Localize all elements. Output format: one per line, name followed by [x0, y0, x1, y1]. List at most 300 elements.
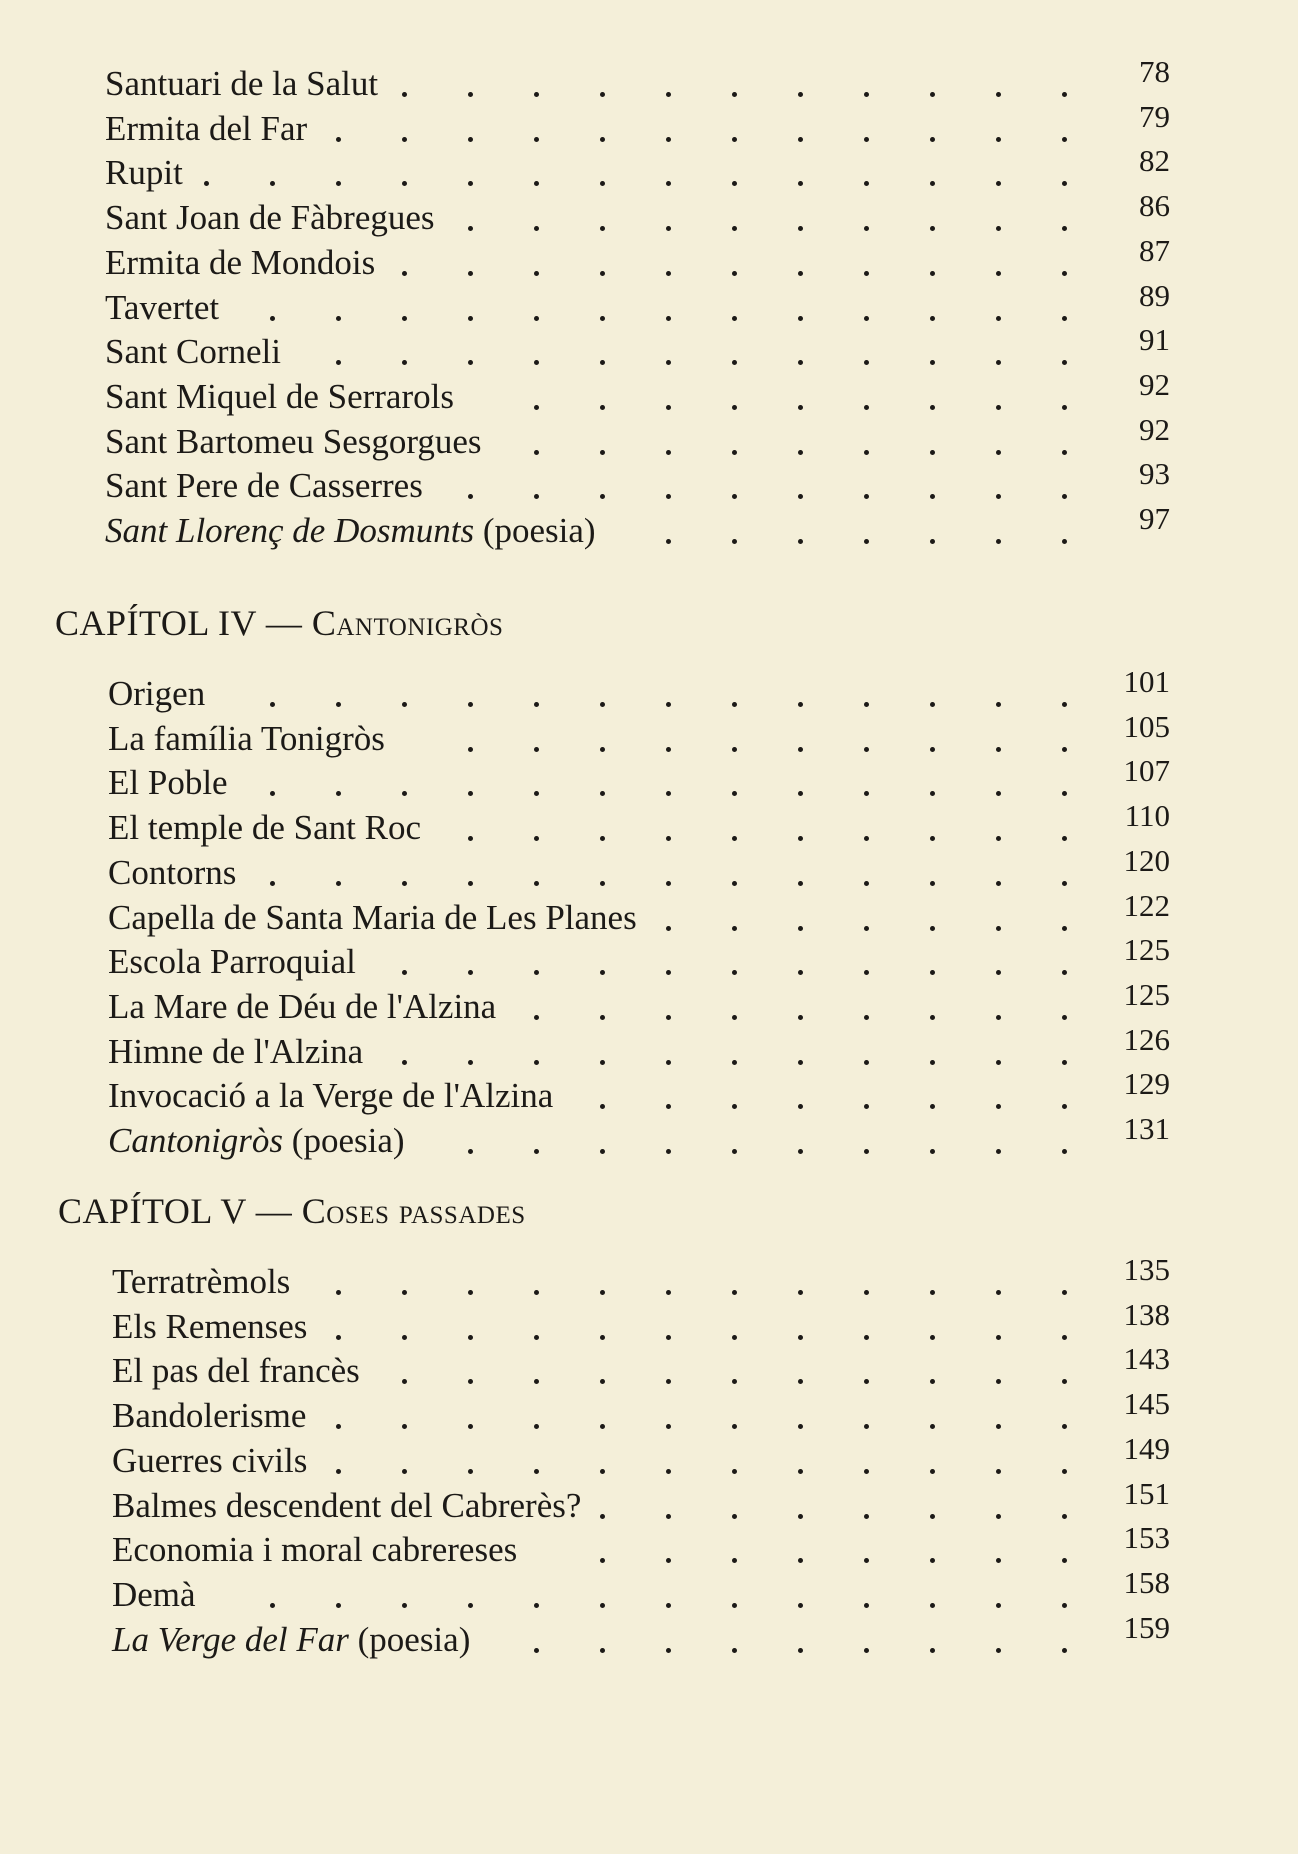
leader-dot [600, 1015, 605, 1020]
entry-title-text: Sant Joan de Fàbregues [105, 198, 435, 238]
leader-dot [402, 271, 407, 276]
entry-page-number: 158 [1123, 1564, 1170, 1600]
leader-dot [996, 494, 1001, 499]
leader-dot [996, 450, 1001, 455]
leader-dot [468, 1149, 473, 1154]
leader-dot [864, 1290, 869, 1295]
leader-dot [666, 1015, 671, 1020]
leader-dot [270, 316, 275, 321]
leader-dot [1062, 702, 1067, 707]
entry-title-suffix: (poesia) [283, 1121, 405, 1160]
entry-page-number: 126 [1123, 1021, 1170, 1057]
leader-dot [930, 271, 935, 276]
leader-dot [732, 1514, 737, 1519]
leader-dot [798, 271, 803, 276]
leader-dot [1062, 181, 1067, 186]
leader-dot [996, 836, 1001, 841]
leader-dot [798, 702, 803, 707]
leader-dot [732, 1015, 737, 1020]
chapter-title: Cantonigròs [311, 603, 504, 643]
entry-title-text: Bandolerisme [112, 1396, 307, 1436]
leader-dot [666, 271, 671, 276]
leader-dot [468, 970, 473, 975]
leader-dot [798, 1469, 803, 1474]
leader-dot [864, 926, 869, 931]
leader-dot [666, 1060, 671, 1065]
leader-dot [798, 1603, 803, 1608]
leader-dot [534, 137, 539, 142]
entry-page-number: 122 [1123, 887, 1170, 923]
entry-page-number: 86 [1139, 188, 1170, 224]
entry-title-text: Tavertet [105, 287, 220, 327]
leader-dot [534, 1648, 539, 1653]
entry-title-text: Terratrèmols [112, 1262, 291, 1301]
leader-dot [798, 1290, 803, 1295]
leader-dot [666, 1104, 671, 1109]
leader-dot [1062, 1149, 1067, 1154]
leader-dot [666, 926, 671, 931]
leader-dot [600, 316, 605, 321]
leader-dot [204, 181, 209, 186]
entry-title-text: Contorns [108, 852, 237, 892]
entry-page-number: 149 [1123, 1430, 1170, 1466]
leader-dot [798, 1648, 803, 1653]
leader-dot [732, 405, 737, 410]
entry-page-number: 138 [1123, 1296, 1170, 1332]
leader-dot [666, 92, 671, 97]
leader-dot [864, 450, 869, 455]
leader-dot [270, 1603, 275, 1608]
leader-dot [534, 791, 539, 796]
leader-dot [600, 137, 605, 142]
leader-dot [666, 881, 671, 886]
leader-dot [600, 405, 605, 410]
leader-dot [930, 1149, 935, 1154]
chapter-title: Coses passades [301, 1191, 526, 1231]
leader-dot [930, 1290, 935, 1295]
leader-dot [600, 1290, 605, 1295]
leader-dot [534, 1603, 539, 1608]
leader-dot [1062, 1424, 1067, 1429]
entry-title-text: Rupit [105, 153, 183, 193]
leader-dot [864, 1558, 869, 1563]
leader-dot [732, 316, 737, 321]
leader-dot [666, 1290, 671, 1295]
leader-dot [732, 1469, 737, 1474]
leader-dot [798, 137, 803, 142]
entry-page-number: 125 [1123, 932, 1170, 968]
leader-dot [996, 1514, 1001, 1519]
leader-dot [798, 1335, 803, 1340]
entry-title-italic: Sant Llorenç de Dosmunts [105, 511, 475, 550]
leader-dot [336, 1469, 341, 1474]
leader-dot [600, 1514, 605, 1519]
entry-title-text: Sant Bartomeu Sesgorgues [105, 421, 482, 461]
entry-title-text: Himne de l'Alzina [108, 1031, 364, 1071]
leader-dot [402, 1290, 407, 1295]
leader-dot [732, 1424, 737, 1429]
leader-dot [864, 494, 869, 499]
leader-dot [468, 1290, 473, 1295]
leader-dot [468, 836, 473, 841]
leader-dot [600, 1060, 605, 1065]
leader-dot [336, 1424, 341, 1429]
chapter-heading [58, 1188, 526, 1234]
leader-dot [600, 92, 605, 97]
entry-title-text: Economia i moral cabrereses [112, 1530, 518, 1570]
leader-dot [930, 970, 935, 975]
leader-dot [402, 1335, 407, 1340]
leader-dot [402, 181, 407, 186]
leader-dot [600, 791, 605, 796]
leader-dot [468, 181, 473, 186]
leader-dot [798, 316, 803, 321]
leader-dot [798, 1149, 803, 1154]
leader-dot [930, 494, 935, 499]
entry-page-number: 87 [1139, 232, 1170, 268]
leader-dot [798, 405, 803, 410]
leader-dot [600, 881, 605, 886]
leader-dot [534, 747, 539, 752]
leader-dot [666, 137, 671, 142]
leader-dot [732, 1060, 737, 1065]
leader-dot [996, 1104, 1001, 1109]
leader-dot [996, 1469, 1001, 1474]
entry-title-suffix: (poesia) [348, 1619, 471, 1659]
leader-dot [534, 1015, 539, 1020]
entry-title-text: Santuari de la Salut [105, 64, 379, 103]
leader-dot [1062, 450, 1067, 455]
chapter-heading [55, 600, 503, 646]
leader-dot [864, 1514, 869, 1519]
leader-dot [732, 1104, 737, 1109]
leader-dot [666, 702, 671, 707]
leader-dot [864, 836, 869, 841]
leader-dot [864, 405, 869, 410]
leader-dot [864, 360, 869, 365]
leader-dot [732, 1290, 737, 1295]
entry-title-text: El Poble [108, 763, 228, 803]
leader-dot [732, 702, 737, 707]
leader-dot [996, 1335, 1001, 1340]
leader-dot [666, 226, 671, 231]
leader-dot [864, 137, 869, 142]
leader-dot [930, 791, 935, 796]
leader-dot [336, 181, 341, 186]
leader-dot [600, 1104, 605, 1109]
leader-dot [798, 92, 803, 97]
leader-dot [732, 494, 737, 499]
entry-page-number: 91 [1139, 322, 1170, 358]
leader-dot [1062, 92, 1067, 97]
leader-dot [534, 1424, 539, 1429]
entry-title-text: Sant Pere de Casserres [105, 466, 423, 506]
leader-dot [732, 226, 737, 231]
entry-page-number: 101 [1123, 664, 1170, 699]
leader-dot [600, 1149, 605, 1154]
leader-dot [930, 405, 935, 410]
leader-dot [468, 1603, 473, 1608]
leader-dot [1062, 1060, 1067, 1065]
leader-dot [732, 539, 737, 544]
leader-dot [402, 970, 407, 975]
leader-dot [996, 791, 1001, 796]
entry-title-italic: Cantonigròs [108, 1121, 284, 1160]
leader-dot [930, 316, 935, 321]
leader-dot [666, 1603, 671, 1608]
leader-dot [468, 360, 473, 365]
leader-dot [1062, 494, 1067, 499]
leader-dot [270, 791, 275, 796]
leader-dot [930, 1015, 935, 1020]
entry-page-number: 92 [1139, 366, 1170, 402]
leader-dot [666, 747, 671, 752]
leader-dot [798, 1379, 803, 1384]
leader-dot [996, 271, 1001, 276]
leader-dot [468, 1424, 473, 1429]
leader-dot [534, 836, 539, 841]
leader-dot [864, 702, 869, 707]
leader-dot [864, 181, 869, 186]
leader-dot [534, 494, 539, 499]
leader-dot [864, 539, 869, 544]
leader-dot [600, 360, 605, 365]
leader-dot [270, 881, 275, 886]
leader-dot [270, 702, 275, 707]
entry-page-number: 131 [1123, 1111, 1170, 1146]
leader-dot [732, 970, 737, 975]
entry-title-text: Demà [112, 1574, 196, 1614]
leader-dot [864, 1379, 869, 1384]
toc-entry[interactable] [0, 501, 1298, 553]
leader-dot [798, 1104, 803, 1109]
leader-dot [996, 881, 1001, 886]
leader-dot [666, 1149, 671, 1154]
leader-dot [996, 702, 1001, 707]
leader-dot [402, 881, 407, 886]
leader-dot [864, 970, 869, 975]
leader-dot [1062, 791, 1067, 796]
leader-dot [996, 137, 1001, 142]
leader-dot [732, 181, 737, 186]
leader-dot [864, 1060, 869, 1065]
leader-dot [468, 92, 473, 97]
leader-dot [600, 1469, 605, 1474]
entry-page-number: 145 [1123, 1386, 1170, 1422]
leader-dot [468, 1060, 473, 1065]
leader-dot [864, 1015, 869, 1020]
leader-dot [1062, 316, 1067, 321]
leader-dot [996, 1379, 1001, 1384]
leader-dot [1062, 539, 1067, 544]
leader-dot [996, 1558, 1001, 1563]
leader-dot [930, 360, 935, 365]
leader-dot [732, 1603, 737, 1608]
leader-dot [336, 1335, 341, 1340]
leader-dot [336, 137, 341, 142]
leader-dot [468, 137, 473, 142]
leader-dot [930, 137, 935, 142]
leader-dot [798, 494, 803, 499]
leader-dot [600, 494, 605, 499]
leader-dot [534, 92, 539, 97]
leader-dot [1062, 926, 1067, 931]
leader-dot [402, 92, 407, 97]
leader-dot [930, 881, 935, 886]
leader-dot [402, 1379, 407, 1384]
leader-dot [534, 1290, 539, 1295]
leader-dot [666, 405, 671, 410]
leader-dot [930, 1558, 935, 1563]
leader-dot [402, 702, 407, 707]
leader-dot [732, 926, 737, 931]
leader-dot [996, 539, 1001, 544]
leader-dot [1062, 1558, 1067, 1563]
leader-dot [534, 1469, 539, 1474]
leader-dot [732, 1335, 737, 1340]
leader-dot [1062, 1469, 1067, 1474]
leader-dot [864, 226, 869, 231]
leader-dot [336, 702, 341, 707]
leader-dot [534, 1149, 539, 1154]
entry-title-text: La Mare de Déu de l'Alzina [108, 986, 497, 1026]
toc-entry[interactable] [0, 1111, 1298, 1163]
leader-dot [1062, 747, 1067, 752]
leader-dot [600, 450, 605, 455]
leader-dot [534, 450, 539, 455]
entry-title-suffix: (poesia) [474, 511, 596, 550]
leader-dot [996, 747, 1001, 752]
leader-dot [930, 1060, 935, 1065]
leader-dot [600, 1335, 605, 1340]
leader-dot [732, 92, 737, 97]
leader-dot [732, 747, 737, 752]
leader-dot [402, 360, 407, 365]
entry-page-number: 110 [1124, 798, 1170, 834]
leader-dot [534, 881, 539, 886]
leader-dot [864, 92, 869, 97]
leader-dot [666, 1558, 671, 1563]
leader-dot [732, 881, 737, 886]
leader-dot [798, 181, 803, 186]
entry-page-number: 79 [1139, 98, 1170, 134]
leader-dot [1062, 836, 1067, 841]
leader-dot [798, 1514, 803, 1519]
leader-dot [534, 1335, 539, 1340]
leader-dot [1062, 360, 1067, 365]
leader-dot [468, 1335, 473, 1340]
leader-dot [600, 747, 605, 752]
leader-dot [864, 1149, 869, 1154]
entry-title-text: Balmes descendent del Cabrerès? [112, 1485, 582, 1525]
leader-dot [534, 271, 539, 276]
leader-dot [600, 181, 605, 186]
entry-page-number: 93 [1139, 456, 1170, 492]
leader-dot [534, 316, 539, 321]
leader-dot [666, 1379, 671, 1384]
leader-dot [864, 791, 869, 796]
leader-dot [930, 1379, 935, 1384]
leader-dot [930, 1514, 935, 1519]
leader-dot [930, 836, 935, 841]
leader-dot [468, 316, 473, 321]
leader-dot [336, 360, 341, 365]
entry-title-text: Origen [108, 674, 206, 713]
leader-dot [930, 747, 935, 752]
leader-dot [996, 1149, 1001, 1154]
leader-dot [534, 1060, 539, 1065]
entry-page-number: 129 [1123, 1066, 1170, 1102]
leader-dot [996, 1060, 1001, 1065]
leader-dot [930, 181, 935, 186]
leader-dot [402, 1603, 407, 1608]
leader-dot [996, 926, 1001, 931]
leader-dot [1062, 1104, 1067, 1109]
leader-dot [468, 881, 473, 886]
leader-dot [798, 747, 803, 752]
chapter-number: CAPÍTOL IV — [55, 603, 312, 643]
leader-dot [732, 1379, 737, 1384]
leader-dot [666, 970, 671, 975]
toc-entry[interactable] [0, 1609, 1298, 1662]
entry-title-text: La família Tonigròs [108, 718, 385, 758]
leader-dot [798, 791, 803, 796]
leader-dot [798, 970, 803, 975]
entry-page-number: 97 [1139, 501, 1170, 536]
leader-dot [402, 1469, 407, 1474]
leader-dot [864, 1104, 869, 1109]
leader-dot [930, 1335, 935, 1340]
leader-dot [798, 539, 803, 544]
leader-dot [600, 970, 605, 975]
leader-dot [402, 137, 407, 142]
leader-dot [798, 1015, 803, 1020]
entry-title-text: El pas del francès [112, 1351, 360, 1391]
leader-dot [864, 271, 869, 276]
leader-dot [798, 450, 803, 455]
leader-dot [666, 539, 671, 544]
leader-dot [270, 181, 275, 186]
leader-dot [798, 226, 803, 231]
leader-dot [996, 226, 1001, 231]
leader-dot [996, 1648, 1001, 1653]
leader-dot [864, 1648, 869, 1653]
entry-title-text: Ermita del Far [105, 108, 308, 148]
leader-dot [996, 316, 1001, 321]
leader-dot [666, 1469, 671, 1474]
leader-dot [600, 836, 605, 841]
leader-dot [930, 450, 935, 455]
leader-dot [600, 271, 605, 276]
leader-dot [534, 970, 539, 975]
entry-title-text: Sant Miquel de Serrarols [105, 376, 454, 416]
leader-dot [930, 926, 935, 931]
leader-dot [468, 271, 473, 276]
entry-page-number: 105 [1123, 708, 1170, 744]
leader-dot [732, 791, 737, 796]
leader-dot [666, 360, 671, 365]
entry-page-number: 82 [1139, 143, 1170, 179]
leader-dot [996, 360, 1001, 365]
leader-dot [930, 1104, 935, 1109]
entry-page-number: 159 [1123, 1609, 1170, 1645]
leader-dot [864, 1603, 869, 1608]
leader-dot [600, 1603, 605, 1608]
leader-dot [1062, 1290, 1067, 1295]
leader-dot [798, 1060, 803, 1065]
leader-dot [996, 1015, 1001, 1020]
leader-dot [534, 226, 539, 231]
